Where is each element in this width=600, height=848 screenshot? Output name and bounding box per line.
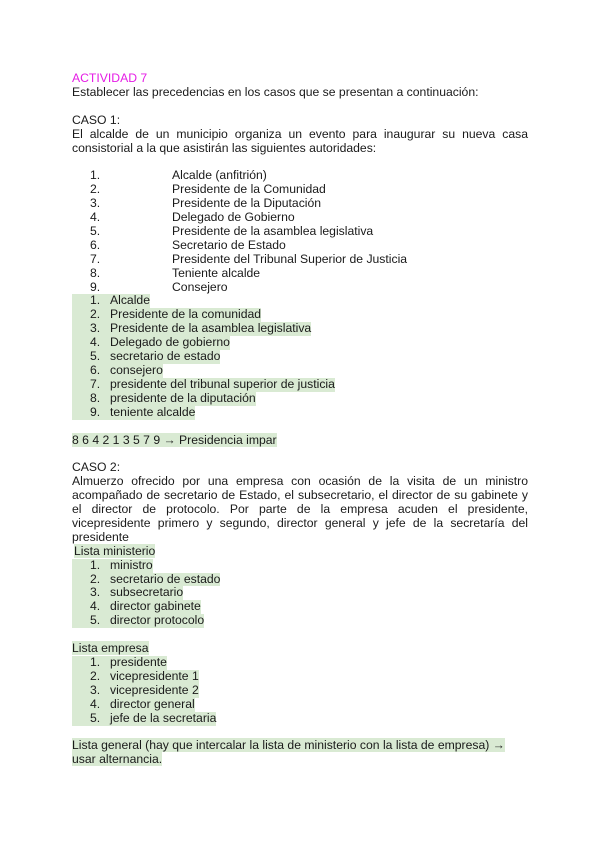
list-item: 1. presidente: [72, 656, 528, 670]
list-item: 6. consejero: [72, 364, 528, 378]
list-item: 9. teniente alcalde: [72, 406, 528, 420]
list-item: 7. presidente del tribunal superior de justicia: [72, 378, 528, 392]
caso2-heading: CASO 2:: [72, 460, 121, 475]
list-item: 3. vicepresidente 2: [72, 684, 528, 698]
empresa-heading: Lista empresa: [72, 641, 149, 656]
list-item: 3. Presidente de la asamblea legislativa: [72, 322, 528, 336]
list-item: 2. secretario de estado: [72, 573, 528, 587]
caso1-description: El alcalde de un municipio organiza un evento para inaugurar su nueva casa consistorial a la que asistirán las siguientes autoridades:: [72, 126, 528, 155]
list-item: 4. director gabinete: [72, 600, 528, 614]
list-item: 6. Secretario de Estado: [90, 237, 286, 252]
list-item: 8. Teniente alcalde: [90, 265, 261, 280]
list-item: 4. Delegado de Gobierno: [90, 210, 295, 225]
list-item: 2. vicepresidente 1: [72, 670, 528, 684]
activity-instruction: Establecer las precedencias en los casos que se presentan a continuación:: [72, 84, 479, 99]
ministerio-list: [72, 559, 528, 629]
caso1-heading: CASO 1:: [72, 112, 121, 127]
list-item: 5. secretario de estado: [72, 350, 528, 364]
list-item: 1. Alcalde: [72, 294, 528, 308]
list-item: 2. Presidente de la Comunidad: [90, 182, 326, 197]
caso1-answer-list: [72, 294, 528, 419]
general-list-line-1: Lista general (hay que intercalar la lista de ministerio con la lista de empresa) →: [72, 738, 505, 753]
general-list-line-2: usar alternancia.: [72, 752, 163, 767]
list-item: 4. director general: [72, 698, 528, 712]
list-item: 1. Alcalde (anfitrión): [90, 168, 267, 183]
activity-title: ACTIVIDAD 7: [72, 71, 148, 85]
caso1-order-line: 8 6 4 2 1 3 5 7 9 → Presidencia impar: [72, 432, 277, 447]
list-item: 8. presidente de la diputación: [72, 392, 528, 406]
list-item: 5. director protocolo: [72, 614, 528, 628]
document-page: [72, 72, 528, 767]
list-item: 2. Presidente de la comunidad: [72, 308, 528, 322]
list-item: 5. Presidente de la asamblea legislativa: [90, 223, 374, 238]
list-item: 3. subsecretario: [72, 586, 528, 600]
caso2-description: Almuerzo ofrecido por una empresa con ocasión de la visita de un ministro acompañado de secretario de Estado, el subsecretario, el director de su gabinete y el director de protocolo. Por parte de la empresa acuden el presidente, vicepresidente primero y segundo, director general y jefe de la secretaría del presidente: [72, 474, 528, 544]
list-item: 7. Presidente del Tribunal Superior de Justicia: [90, 251, 408, 266]
ministerio-heading: Lista ministerio: [74, 543, 156, 558]
list-item: 9. Consejero: [90, 279, 228, 294]
list-item: 5. jefe de la secretaria: [72, 712, 528, 726]
list-item: 3. Presidente de la Diputación: [90, 196, 322, 211]
empresa-list: [72, 656, 528, 726]
caso1-original-list: [72, 169, 528, 294]
list-item: 1. ministro: [72, 559, 528, 573]
list-item: 4. Delegado de gobierno: [72, 336, 528, 350]
